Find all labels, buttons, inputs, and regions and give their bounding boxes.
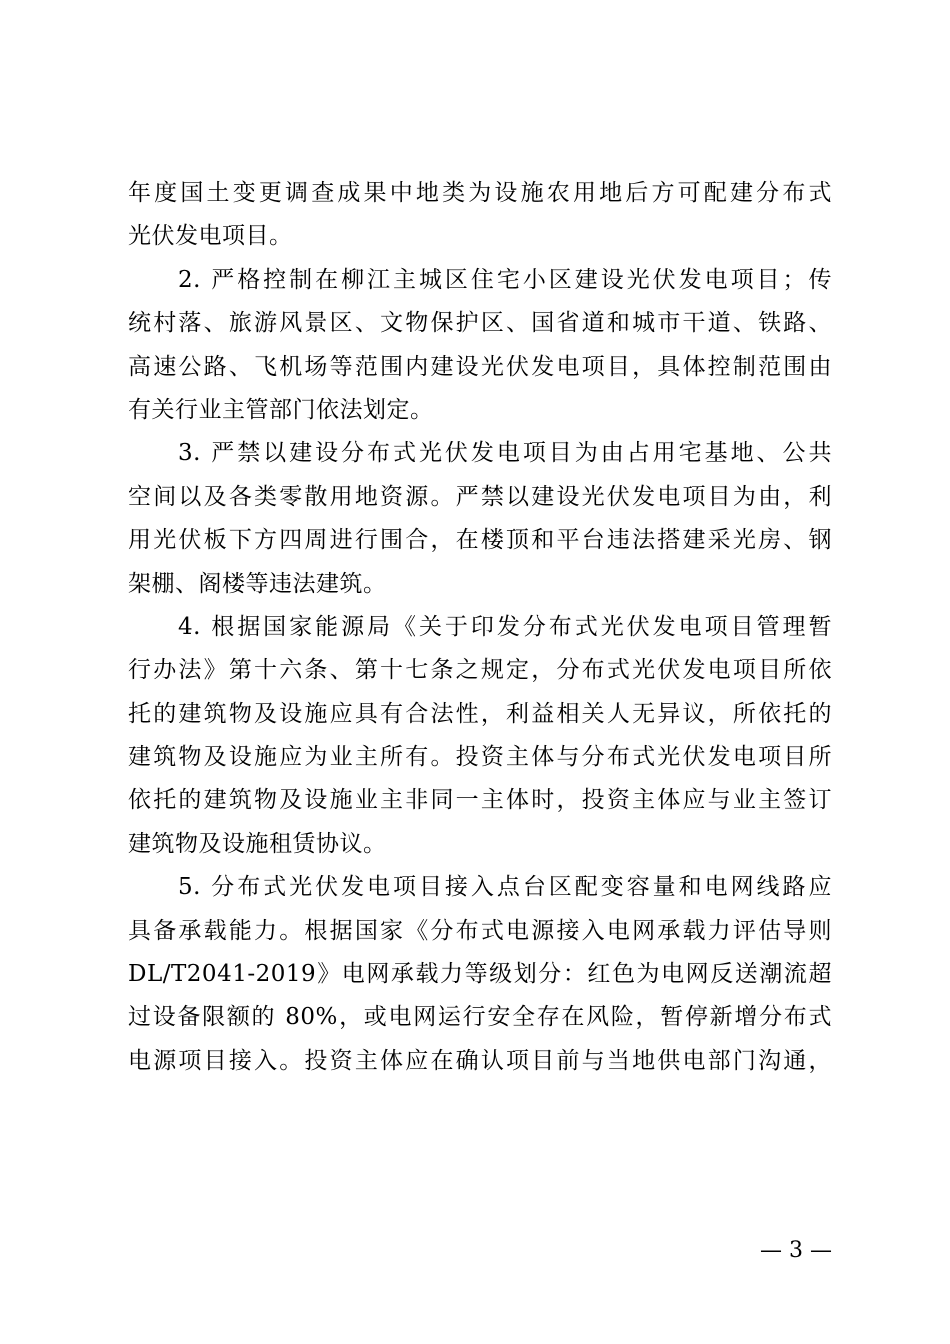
text-line: 行办法》第十六条、第十七条之规定，分布式光伏发电项目所依 [128,657,832,684]
text-line: 具备承载能力。根据国家《分布式电源接入电网承载力评估导则 [128,917,832,944]
page-number: — 3 — [760,1238,832,1263]
document-body [128,172,832,1083]
text-line: 年度国土变更调查成果中地类为设施农用地后方可配建分布式 [128,180,832,206]
text-line: 统村落、旅游风景区、文物保护区、国省道和城市干道、铁路、 [128,310,832,337]
text-line: 2. 严格控制在柳江主城区住宅小区建设光伏发电项目；传 [178,266,832,293]
text-line: 高速公路、飞机场等范围内建设光伏发电项目，具体控制范围由 [128,353,832,380]
text-line: 用光伏板下方四周进行围合，在楼顶和平台违法搭建采光房、钢 [128,527,832,554]
text-line: 4. 根据国家能源局《关于印发分布式光伏发电项目管理暂 [178,613,832,640]
text-line: 光伏发电项目。 [128,223,293,250]
text-line: 依托的建筑物及设施业主非同一主体时，投资主体应与业主签订 [128,787,832,814]
text-line: 托的建筑物及设施应具有合法性，利益相关人无异议，所依托的 [128,700,832,727]
text-line: 架棚、阁楼等违法建筑。 [128,570,387,597]
text-line: 建筑物及设施租赁协议。 [128,830,387,857]
text-line: 3. 严禁以建设分布式光伏发电项目为由占用宅基地、公共 [178,440,832,467]
text-line: 5. 分布式光伏发电项目接入点台区配变容量和电网线路应 [178,874,832,901]
text-line: 有关行业主管部门依法划定。 [128,396,434,423]
text-line: 建筑物及设施应为业主所有。投资主体与分布式光伏发电项目所 [128,744,832,771]
text-line: 电源项目接入。投资主体应在确认项目前与当地供电部门沟通， [128,1047,832,1074]
text-line: 过设备限额的 80%，或电网运行安全存在风险，暂停新增分布式 [128,1004,832,1031]
text-line: 空间以及各类零散用地资源。严禁以建设光伏发电项目为由，利 [128,483,832,510]
text-line: DL/T2041-2019》电网承载力等级划分：红色为电网反送潮流超 [128,961,832,988]
